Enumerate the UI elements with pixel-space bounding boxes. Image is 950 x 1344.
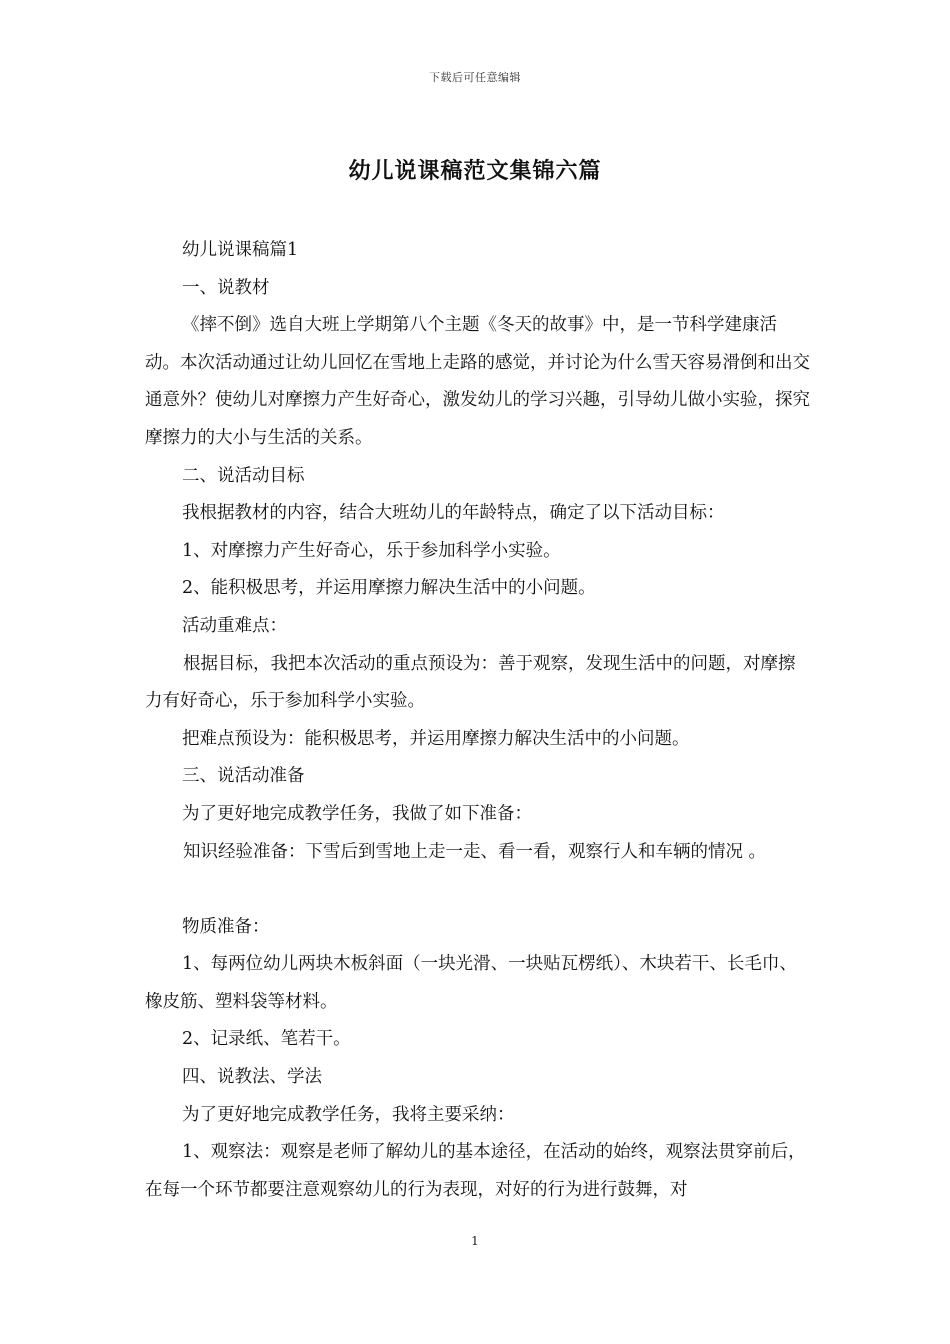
- paragraph: 为了更好地完成教学任务，我将主要采纳：: [182, 1104, 515, 1125]
- paragraph: 把难点预设为：能积极思考，并运用摩擦力解决生活中的小问题。: [182, 728, 690, 749]
- list-item: 1、观察法：观察是老师了解幼儿的基本途径，在活动的始终，观察法贯穿前后，在每一个环节都要注意观察幼儿的行为表现，对好的行为进行鼓舞，对: [145, 1142, 806, 1200]
- document-title: 幼儿说课稿范文集锦六篇: [348, 158, 602, 184]
- paragraph: 知识经验准备：下雪后到雪地上走一走、看一看，观察行人和车辆的情况 。: [183, 841, 767, 862]
- paragraph: 根据目标，我把本次活动的重点预设为：善于观察，发现生活中的问题，对摩擦力有好奇心，乐于参加科学小实验。: [145, 653, 796, 712]
- list-item: 1、对摩擦力产生好奇心，乐于参加科学小实验。: [182, 540, 561, 561]
- section-heading: 四、说教法、学法: [182, 1067, 322, 1088]
- subheading: 活动重难点：: [182, 615, 287, 636]
- section-heading: 幼儿说课稿篇1: [182, 240, 299, 260]
- paragraph: 《摔不倒》选自大班上学期第八个主题《冬天的故事》中，是一节科学建康活动。本次活动通过让幼儿回忆在雪地上走路的感觉，并讨论为什么雪天容易滑倒和出交通意外？使幼儿对摩擦力产生好奇心，激发幼儿的学习兴趣，引导幼儿做小实验，探究摩擦力的大小与生活的关系。: [145, 315, 810, 448]
- subheading: 物质准备：: [182, 916, 270, 937]
- paragraph: 我根据教材的内容，结合大班幼儿的年龄特点，确定了以下活动目标：: [182, 503, 725, 524]
- list-item: 2、记录纸、笔若干。: [182, 1029, 351, 1050]
- section-heading: 三、说活动准备: [182, 766, 305, 787]
- section-heading: 一、说教材: [182, 277, 270, 298]
- paragraph: 为了更好地完成教学任务，我做了如下准备：: [182, 803, 532, 824]
- section-heading: 二、说活动目标: [182, 465, 305, 486]
- list-item: 2、能积极思考，并运用摩擦力解决生活中的小问题。: [182, 578, 596, 599]
- document-body: [145, 232, 810, 1209]
- blank-line: [145, 871, 810, 909]
- page-header-note: 下载后可任意编辑: [429, 71, 521, 84]
- page-number: 1: [471, 1234, 479, 1248]
- list-item: 1、每两位幼儿两块木板斜面（一块光滑、一块贴瓦楞纸）、木块若干、长毛巾、橡皮筋、塑料袋等材料。: [145, 954, 797, 1012]
